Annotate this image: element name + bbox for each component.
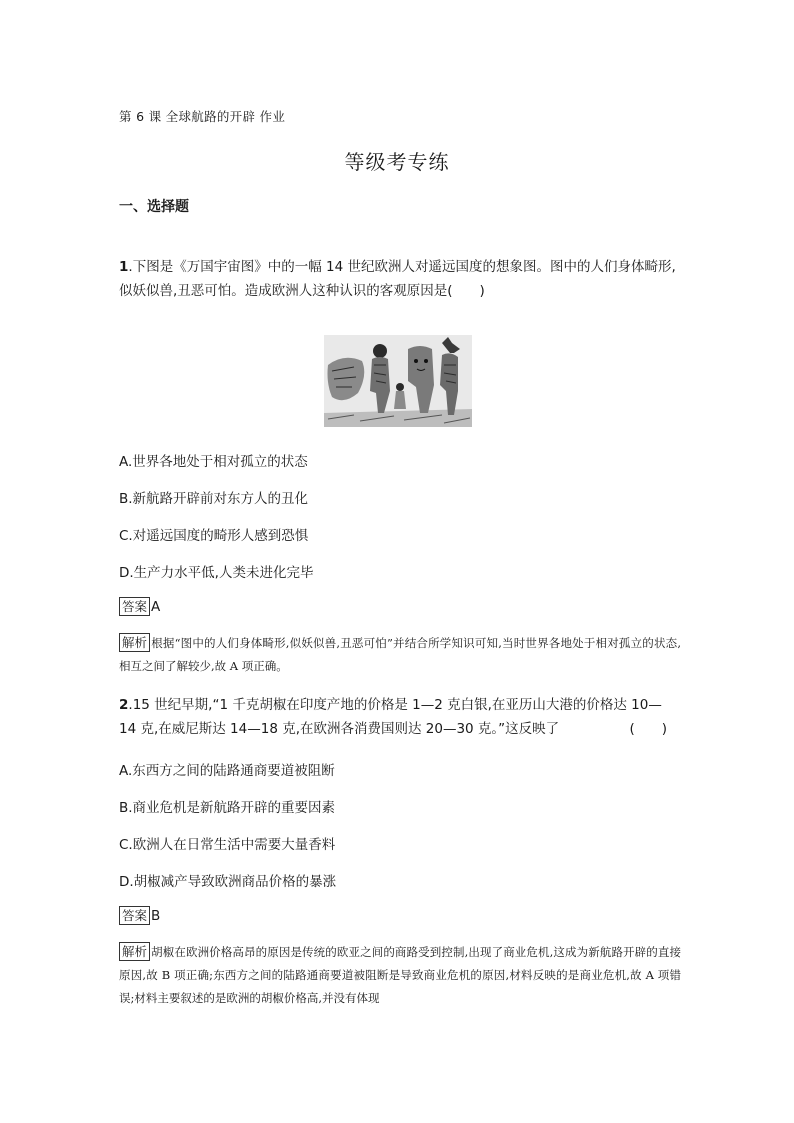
question-2-stem [119,693,675,741]
question-1-analysis [119,632,681,678]
section-title: 等级考专练 [344,150,450,174]
question-2-option-a: A.东西方之间的陆路通商要道被阻断 [119,763,335,779]
question-1-analysis-text: 根据“图中的人们身体畸形,似妖似兽,丑恶可怕”并结合所学知识可知,当时世界各地处于相对孤立的状态,相互之间了解较少,故 A 项正确。 [119,636,681,673]
question-2-answer [119,906,160,925]
question-1-option-b: B.新航路开辟前对东方人的丑化 [119,491,309,507]
question-2-option-d: D.胡椒减产导致欧洲商品价格的暴涨 [119,874,337,890]
question-1-option-a: A.世界各地处于相对孤立的状态 [119,454,308,470]
question-1-option-c: C.对遥远国度的畸形人感到恐惧 [119,528,309,544]
question-2-option-b: B.商业危机是新航路开辟的重要因素 [119,800,336,816]
question-2-answer-value: B [151,907,161,924]
woodcut-illustration [324,335,472,427]
answer-tag: 答案 [119,597,150,616]
question-1-option-d: D.生产力水平低,人类未进化完毕 [119,565,314,581]
question-1-stem [119,255,679,303]
question-2-text: .15 世纪早期,“1 千克胡椒在印度产地的价格是 1—2 克白银,在亚历山大港的价格达 10—14 克,在威尼斯达 14—18 克,在欧洲各消费国则达 20—30 克。”这反映了 [119,697,662,737]
lesson-title: 第 6 课 全球航路的开辟 作业 [119,109,286,124]
part-heading: 一、选择题 [119,199,189,215]
question-1-answer-value: A [151,598,161,615]
question-2-analysis [119,941,681,1010]
analysis-tag: 解析 [119,942,150,961]
question-2-answer-blank: ( ) [629,721,667,737]
question-1-text: .下图是《万国宇宙图》中的一幅 14 世纪欧洲人对遥远国度的想象图。图中的人们身体畸形,似妖似兽,丑恶可怕。造成欧洲人这种认识的客观原因是( ) [119,259,676,299]
question-2-number: 2 [119,697,129,713]
analysis-tag: 解析 [119,633,150,652]
question-1-answer [119,597,160,616]
question-2-analysis-text: 胡椒在欧洲价格高昂的原因是传统的欧亚之间的商路受到控制,出现了商业危机,这成为新航路开辟的直接原因,故 B 项正确;东西方之间的陆路通商要道被阻断是导致商业危机的原因,材料反映的是商业危机,故 A 项错误;材料主要叙述的是欧洲的胡椒价格高,并没有体现 [119,945,681,1005]
question-2-option-c: C.欧洲人在日常生活中需要大量香料 [119,837,336,853]
answer-tag: 答案 [119,906,150,925]
question-1-number: 1 [119,259,129,275]
